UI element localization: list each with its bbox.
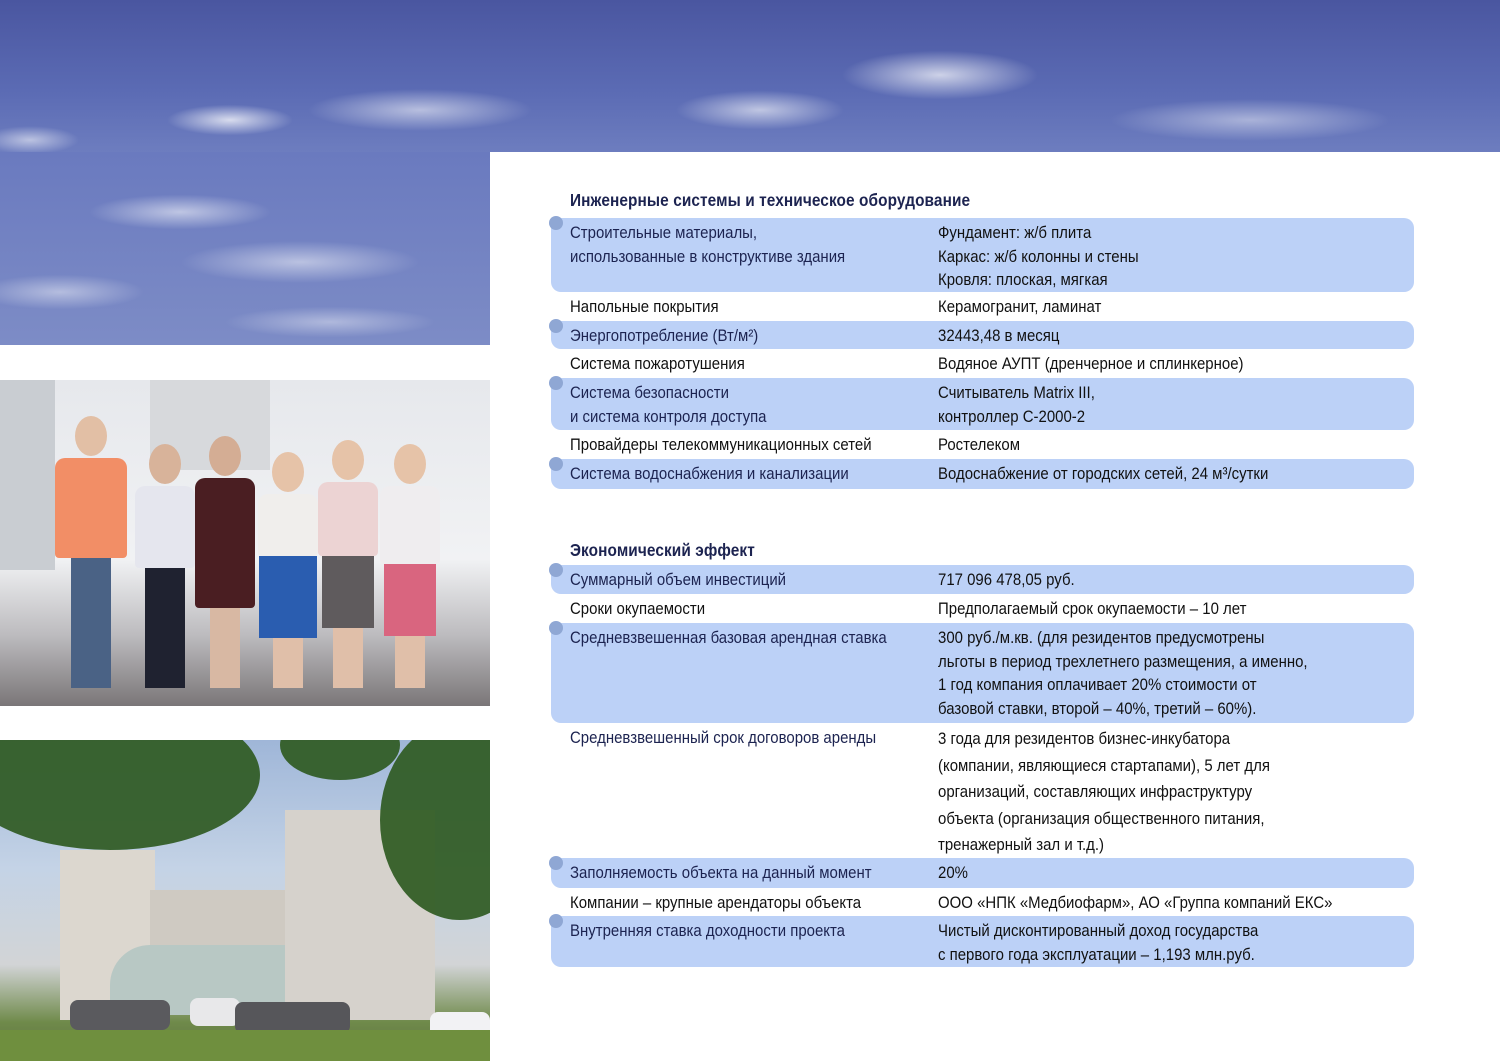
table-row	[551, 349, 1414, 378]
row-label: Сроки окупаемости	[570, 599, 706, 618]
row-label: Заполняемость объекта на данный момент	[570, 863, 872, 882]
person	[318, 440, 378, 688]
table-row	[551, 888, 1414, 916]
row-value: Ростелеком	[938, 435, 1021, 454]
tree-foliage	[0, 740, 260, 850]
window-frame	[0, 380, 55, 570]
team-photo	[0, 380, 490, 706]
section-title-economic: Экономический эффект	[570, 540, 755, 560]
row-value: 32443,48 в месяц	[938, 326, 1060, 345]
row-label: Средневзвешенная базовая арендная ставка	[570, 628, 887, 647]
table-row	[551, 218, 1414, 292]
table-row	[551, 292, 1414, 321]
row-label: Напольные покрытия	[570, 297, 719, 316]
person	[135, 444, 195, 688]
info-panel	[490, 152, 1500, 1061]
row-label: Система пожаротушения	[570, 354, 745, 373]
table-row	[551, 594, 1414, 623]
sky-banner-image	[0, 0, 1500, 152]
row-value: Считыватель Matrix III, контроллер С-2000-2	[938, 383, 1095, 426]
row-value: Керамогранит, ламинат	[938, 297, 1102, 316]
table-row	[551, 916, 1414, 967]
table-row	[551, 459, 1414, 489]
grass	[0, 1030, 490, 1061]
table-row	[551, 321, 1414, 349]
row-value: 3 года для резидентов бизнес-инкубатора (компании, являющиеся стартапами), 5 лет для организаций, составляющих инфраструктуру объекта (организация общественного питания, тренажерный зал и т.д.)	[938, 729, 1270, 854]
row-value: Чистый дисконтированный доход государства с первого года эксплуатации – 1,193 млн.руб.	[938, 921, 1259, 964]
person	[380, 444, 440, 688]
tree-foliage	[280, 740, 400, 780]
row-label: Внутренняя ставка доходности проекта	[570, 921, 845, 940]
table-row	[551, 623, 1414, 723]
row-label: Строительные материалы, использованные в конструктиве здания	[570, 223, 846, 266]
car	[70, 1000, 170, 1030]
table-row	[551, 565, 1414, 594]
row-value: Водоснабжение от городских сетей, 24 м³/сутки	[938, 464, 1269, 483]
row-label: Энергопотребление (Вт/м²)	[570, 326, 759, 345]
car	[190, 998, 240, 1026]
section-title-engineering: Инженерные системы и техническое оборудование	[570, 190, 971, 210]
row-value: 20%	[938, 863, 968, 882]
person	[55, 416, 127, 688]
row-value: ООО «НПК «Медбиофарм», АО «Группа компаний ЕКС»	[938, 893, 1333, 912]
person	[258, 452, 318, 688]
row-label: Система безопасности и система контроля доступа	[570, 383, 767, 426]
row-label: Суммарный объем инвестиций	[570, 570, 787, 589]
row-value: Фундамент: ж/б плита Каркас: ж/б колонны и стены Кровля: плоская, мягкая	[938, 223, 1139, 289]
row-value: Водяное АУПТ (дренчерное и сплинкерное)	[938, 354, 1244, 373]
row-label: Провайдеры телекоммуникационных сетей	[570, 435, 872, 454]
row-label: Средневзвешенный срок договоров аренды	[570, 728, 877, 747]
person	[195, 436, 255, 688]
table-row	[551, 378, 1414, 430]
row-value: 300 руб./м.кв. (для резидентов предусмотрены льготы в период трехлетнего размещения, а именно, 1 год компания оплачивает 20% стоимости от базовой ставки, второй – 40%, третий – 60%).	[938, 628, 1308, 718]
table-row	[551, 430, 1414, 459]
row-label: Компании – крупные арендаторы объекта	[570, 893, 862, 912]
table-row	[551, 858, 1414, 888]
building-photo	[0, 740, 490, 1061]
row-label: Система водоснабжения и канализации	[570, 464, 849, 483]
sky-banner-image-left	[0, 152, 490, 345]
row-value: 717 096 478,05 руб.	[938, 570, 1075, 589]
table-row	[551, 723, 1414, 858]
row-value: Предполагаемый срок окупаемости – 10 лет	[938, 599, 1247, 618]
